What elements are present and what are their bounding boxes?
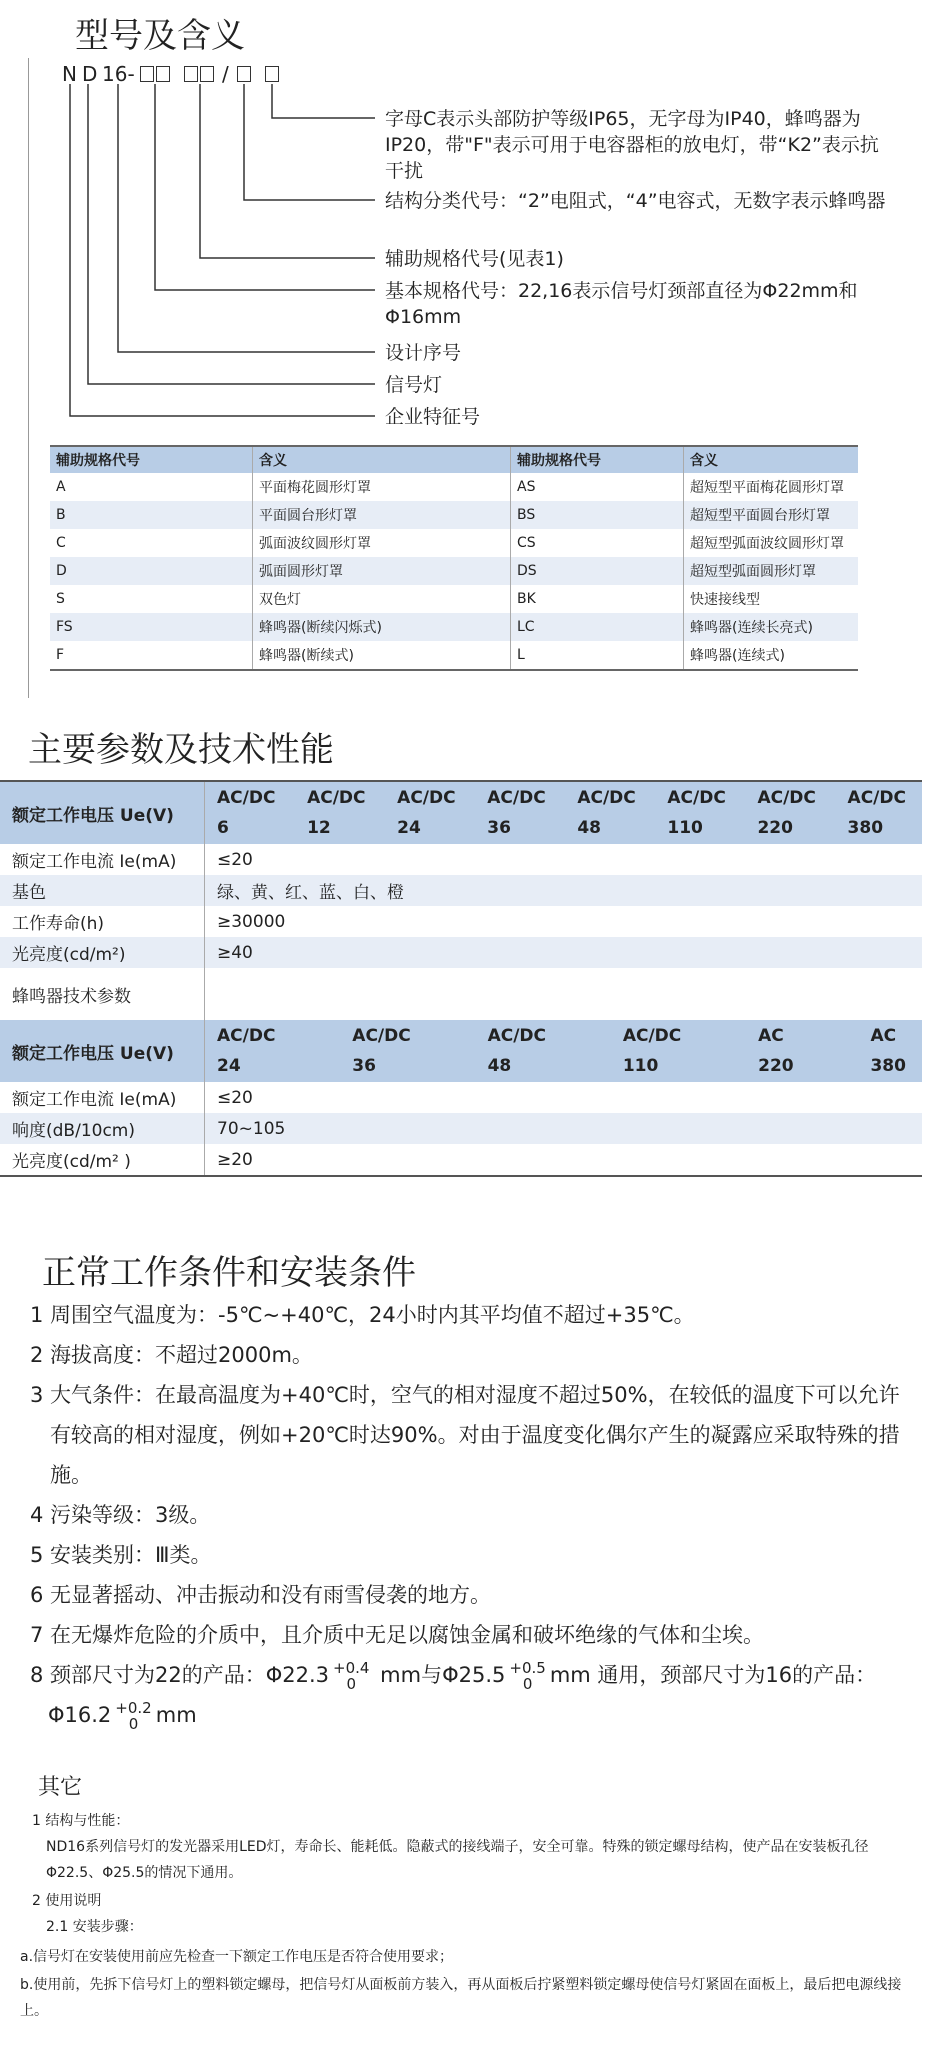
item8-text: mm与Φ25.5 (380, 1663, 506, 1687)
other-line: 1 结构与性能： (32, 1813, 130, 1829)
aux-meaning: 快速接线型 (690, 592, 760, 608)
desc-aux-code: 辅助规格代号(见表1) (385, 248, 564, 270)
table-row (50, 613, 858, 641)
voltage-cell: AC/DC 380 (847, 788, 906, 838)
table-row (0, 906, 922, 937)
aux-meaning: 超短型弧面圆形灯罩 (684, 557, 859, 585)
aux-code: F (50, 641, 253, 670)
voltage-cell: AC/DC 48 (487, 1026, 546, 1076)
section-title-model: 型号及含义 (75, 16, 245, 56)
aux-meaning: 蜂鸣器(连续长亮式) (684, 613, 859, 641)
param-label: 基色 (0, 875, 205, 906)
aux-meaning: 超短型平面梅花圆形灯罩 (690, 480, 844, 496)
aux-code: AS (511, 473, 684, 501)
param-label: 工作寿命(h) (0, 906, 205, 937)
table-row (0, 844, 922, 875)
voltage-header-row (0, 1020, 922, 1082)
aux-code: D (50, 557, 253, 585)
voltage-cell: AC/DC 110 (622, 1026, 682, 1076)
section-title-other: 其它 (38, 1775, 83, 1800)
voltage-cell: AC/DC 110 (667, 788, 726, 838)
voltage-cell: AC/DC 48 (577, 788, 636, 838)
condition-item: 5 安装类别：Ⅲ类。 (30, 1543, 212, 1567)
item8-text: mm (155, 1703, 197, 1727)
desc-signal-lamp: 信号灯 (385, 374, 443, 396)
aux-code: S (50, 585, 253, 613)
table-row (50, 641, 858, 670)
code-n: N (62, 62, 77, 86)
aux-meaning: 双色灯 (253, 585, 511, 613)
other-line: a.信号灯在安装使用前应先检查一下额定工作电压是否符合使用要求； (20, 1949, 454, 1965)
other-line: 2 使用说明 (32, 1893, 102, 1909)
aux-meaning: 平面圆台形灯罩 (253, 501, 511, 529)
aux-code: A (50, 473, 253, 501)
condition-item-8 (30, 1655, 910, 1695)
aux-meaning: 蜂鸣器(断续闪烁式) (253, 613, 511, 641)
item8-text: 8 颈部尺寸为22的产品：Φ22.3 (30, 1663, 330, 1687)
aux-header: 辅助规格代号 (511, 446, 684, 473)
voltage-cell: AC/DC 36 (487, 788, 546, 838)
param-value: ≥40 (205, 937, 923, 968)
voltage-cell: AC/DC 36 (352, 1026, 411, 1076)
aux-code: C (50, 529, 253, 557)
code-d: D (82, 62, 98, 86)
item8-text: Φ16.2 (48, 1703, 112, 1727)
desc-design-no: 设计序号 (385, 342, 462, 364)
desc-structure: 结构分类代号：“2”电阻式，“4”电容式，无数字表示蜂鸣器 (385, 190, 886, 212)
condition-item-8-line2 (48, 1695, 928, 1735)
tolerance-upper: +0.2 (115, 1699, 152, 1717)
voltage-cell: AC/DC 24 (397, 788, 456, 838)
voltage-cell: AC/DC 220 (757, 788, 816, 838)
param-label: 响度(dB/10cm) (0, 1113, 205, 1144)
table-row (0, 937, 922, 968)
desc-enterprise-code: 企业特征号 (385, 406, 481, 428)
table-row (50, 473, 858, 501)
tolerance-lower: 0 (522, 1675, 533, 1693)
aux-meaning: 超短型平面圆台形灯罩 (684, 501, 859, 529)
aux-meaning: 蜂鸣器(断续式) (253, 641, 511, 670)
aux-header: 含义 (253, 446, 511, 473)
voltage-label: 额定工作电压 Ue(V) (0, 781, 205, 844)
param-value: ≤20 (217, 1087, 253, 1108)
param-value: 绿、黄、红、蓝、白、橙 (205, 875, 923, 906)
table-row (0, 968, 922, 1020)
table-row (50, 501, 858, 529)
param-value (205, 968, 923, 1020)
code-16: 16- (102, 62, 135, 86)
param-label: 光亮度(cd/m² ) (0, 1144, 205, 1176)
voltage-cell: AC 380 (870, 1026, 906, 1076)
voltage-header-row (0, 781, 922, 844)
code-slash: / (222, 62, 229, 86)
aux-code: BK (511, 585, 684, 613)
voltage-values (205, 781, 923, 844)
condition-item: 4 污染等级：3级。 (30, 1503, 211, 1527)
param-value: ≥20 (217, 1149, 253, 1170)
voltage-cell: AC/DC 6 (217, 788, 276, 838)
aux-header: 含义 (684, 446, 859, 473)
table-row (50, 529, 858, 557)
voltage-label: 额定工作电压 Ue(V) (0, 1020, 205, 1082)
aux-code: CS (511, 529, 684, 557)
condition-item: 7 在无爆炸危险的介质中，且介质中无足以腐蚀金属和破坏绝缘的气体和尘埃。 (30, 1623, 765, 1647)
tolerance-upper: +0.5 (509, 1659, 546, 1677)
condition-item: 2 海拔高度：不超过2000m。 (30, 1343, 313, 1367)
other-line: 2.1 安装步骤： (46, 1919, 143, 1935)
param-table (0, 780, 922, 1177)
desc-basic-spec: 基本规格代号：22,16表示信号灯颈部直径为Φ22mm和Φ16mm (385, 280, 858, 328)
table-row (0, 1113, 922, 1144)
tolerance-lower: 0 (346, 1675, 357, 1693)
other-line: b.使用前，先拆下信号灯上的塑料锁定螺母，把信号灯从面板前方装入，再从面板后拧紧塑料锁定螺母使信号灯紧固在面板上，最后把电源线接上。 (20, 1977, 902, 2019)
aux-header: 辅助规格代号 (50, 446, 253, 473)
aux-meaning: 超短型弧面波纹圆形灯罩 (690, 536, 844, 552)
tolerance-upper: +0.4 (333, 1659, 370, 1677)
condition-item: 1 周围空气温度为：-5℃~+40℃，24小时内其平均值不超过+35℃。 (30, 1303, 695, 1327)
condition-item: 3 大气条件：在最高温度为+40℃时，空气的相对湿度不超过50%，在较低的温度下可以允许有较高的相对湿度，例如+20℃时达90%。对由于温度变化偶尔产生的凝露应采取特殊的措施。 (30, 1383, 900, 1487)
table-row (0, 875, 922, 906)
param-label: 额定工作电流 Ie(mA) (0, 1082, 205, 1113)
aux-code: FS (50, 613, 253, 641)
table-row (50, 557, 858, 585)
aux-code: LC (511, 613, 684, 641)
aux-meaning: 弧面波纹圆形灯罩 (253, 529, 511, 557)
aux-code: B (50, 501, 253, 529)
param-label: 额定工作电流 Ie(mA) (0, 844, 205, 875)
condition-item: 6 无显著摇动、冲击振动和没有雨雪侵袭的地方。 (30, 1583, 492, 1607)
aux-code: L (511, 641, 684, 670)
other-line: ND16系列信号灯的发光器采用LED灯，寿命长、能耗低。隐蔽式的接线端子，安全可靠。特殊的锁定螺母结构，使产品在安装板孔径Φ22.5、Φ25.5的情况下通用。 (46, 1839, 869, 1881)
item8-text: mm 通用，颈部尺寸为16的产品： (549, 1663, 877, 1687)
param-value: ≤20 (217, 849, 253, 870)
aux-code: DS (511, 557, 684, 585)
param-label: 光亮度(cd/m²) (0, 937, 205, 968)
table-row (50, 585, 858, 613)
table-row (0, 1144, 922, 1176)
aux-meaning: 平面梅花圆形灯罩 (253, 473, 511, 501)
tolerance-lower: 0 (128, 1715, 139, 1733)
voltage-cell: AC/DC 24 (217, 1026, 276, 1076)
voltage-cell: AC/DC 12 (307, 788, 366, 838)
table-row (0, 1082, 922, 1113)
voltage-cell: AC 220 (758, 1026, 794, 1076)
section-title-params: 主要参数及技术性能 (28, 730, 334, 770)
param-value: ≥30000 (217, 911, 286, 932)
aux-code: BS (511, 501, 684, 529)
param-label: 蜂鸣器技术参数 (0, 968, 205, 1020)
param-value: 70~105 (205, 1113, 923, 1144)
voltage-values (205, 1020, 923, 1082)
aux-meaning: 蜂鸣器(连续式) (690, 648, 785, 664)
aux-meaning: 弧面圆形灯罩 (253, 557, 511, 585)
aux-spec-table (50, 445, 858, 671)
section-title-conditions: 正常工作条件和安装条件 (42, 1253, 416, 1293)
desc-protection: 字母C表示头部防护等级IP65，无字母为IP40，蜂鸣器为IP20，带"F"表示可用于电容器柜的放电灯，带“K2”表示抗干扰 (385, 108, 879, 182)
